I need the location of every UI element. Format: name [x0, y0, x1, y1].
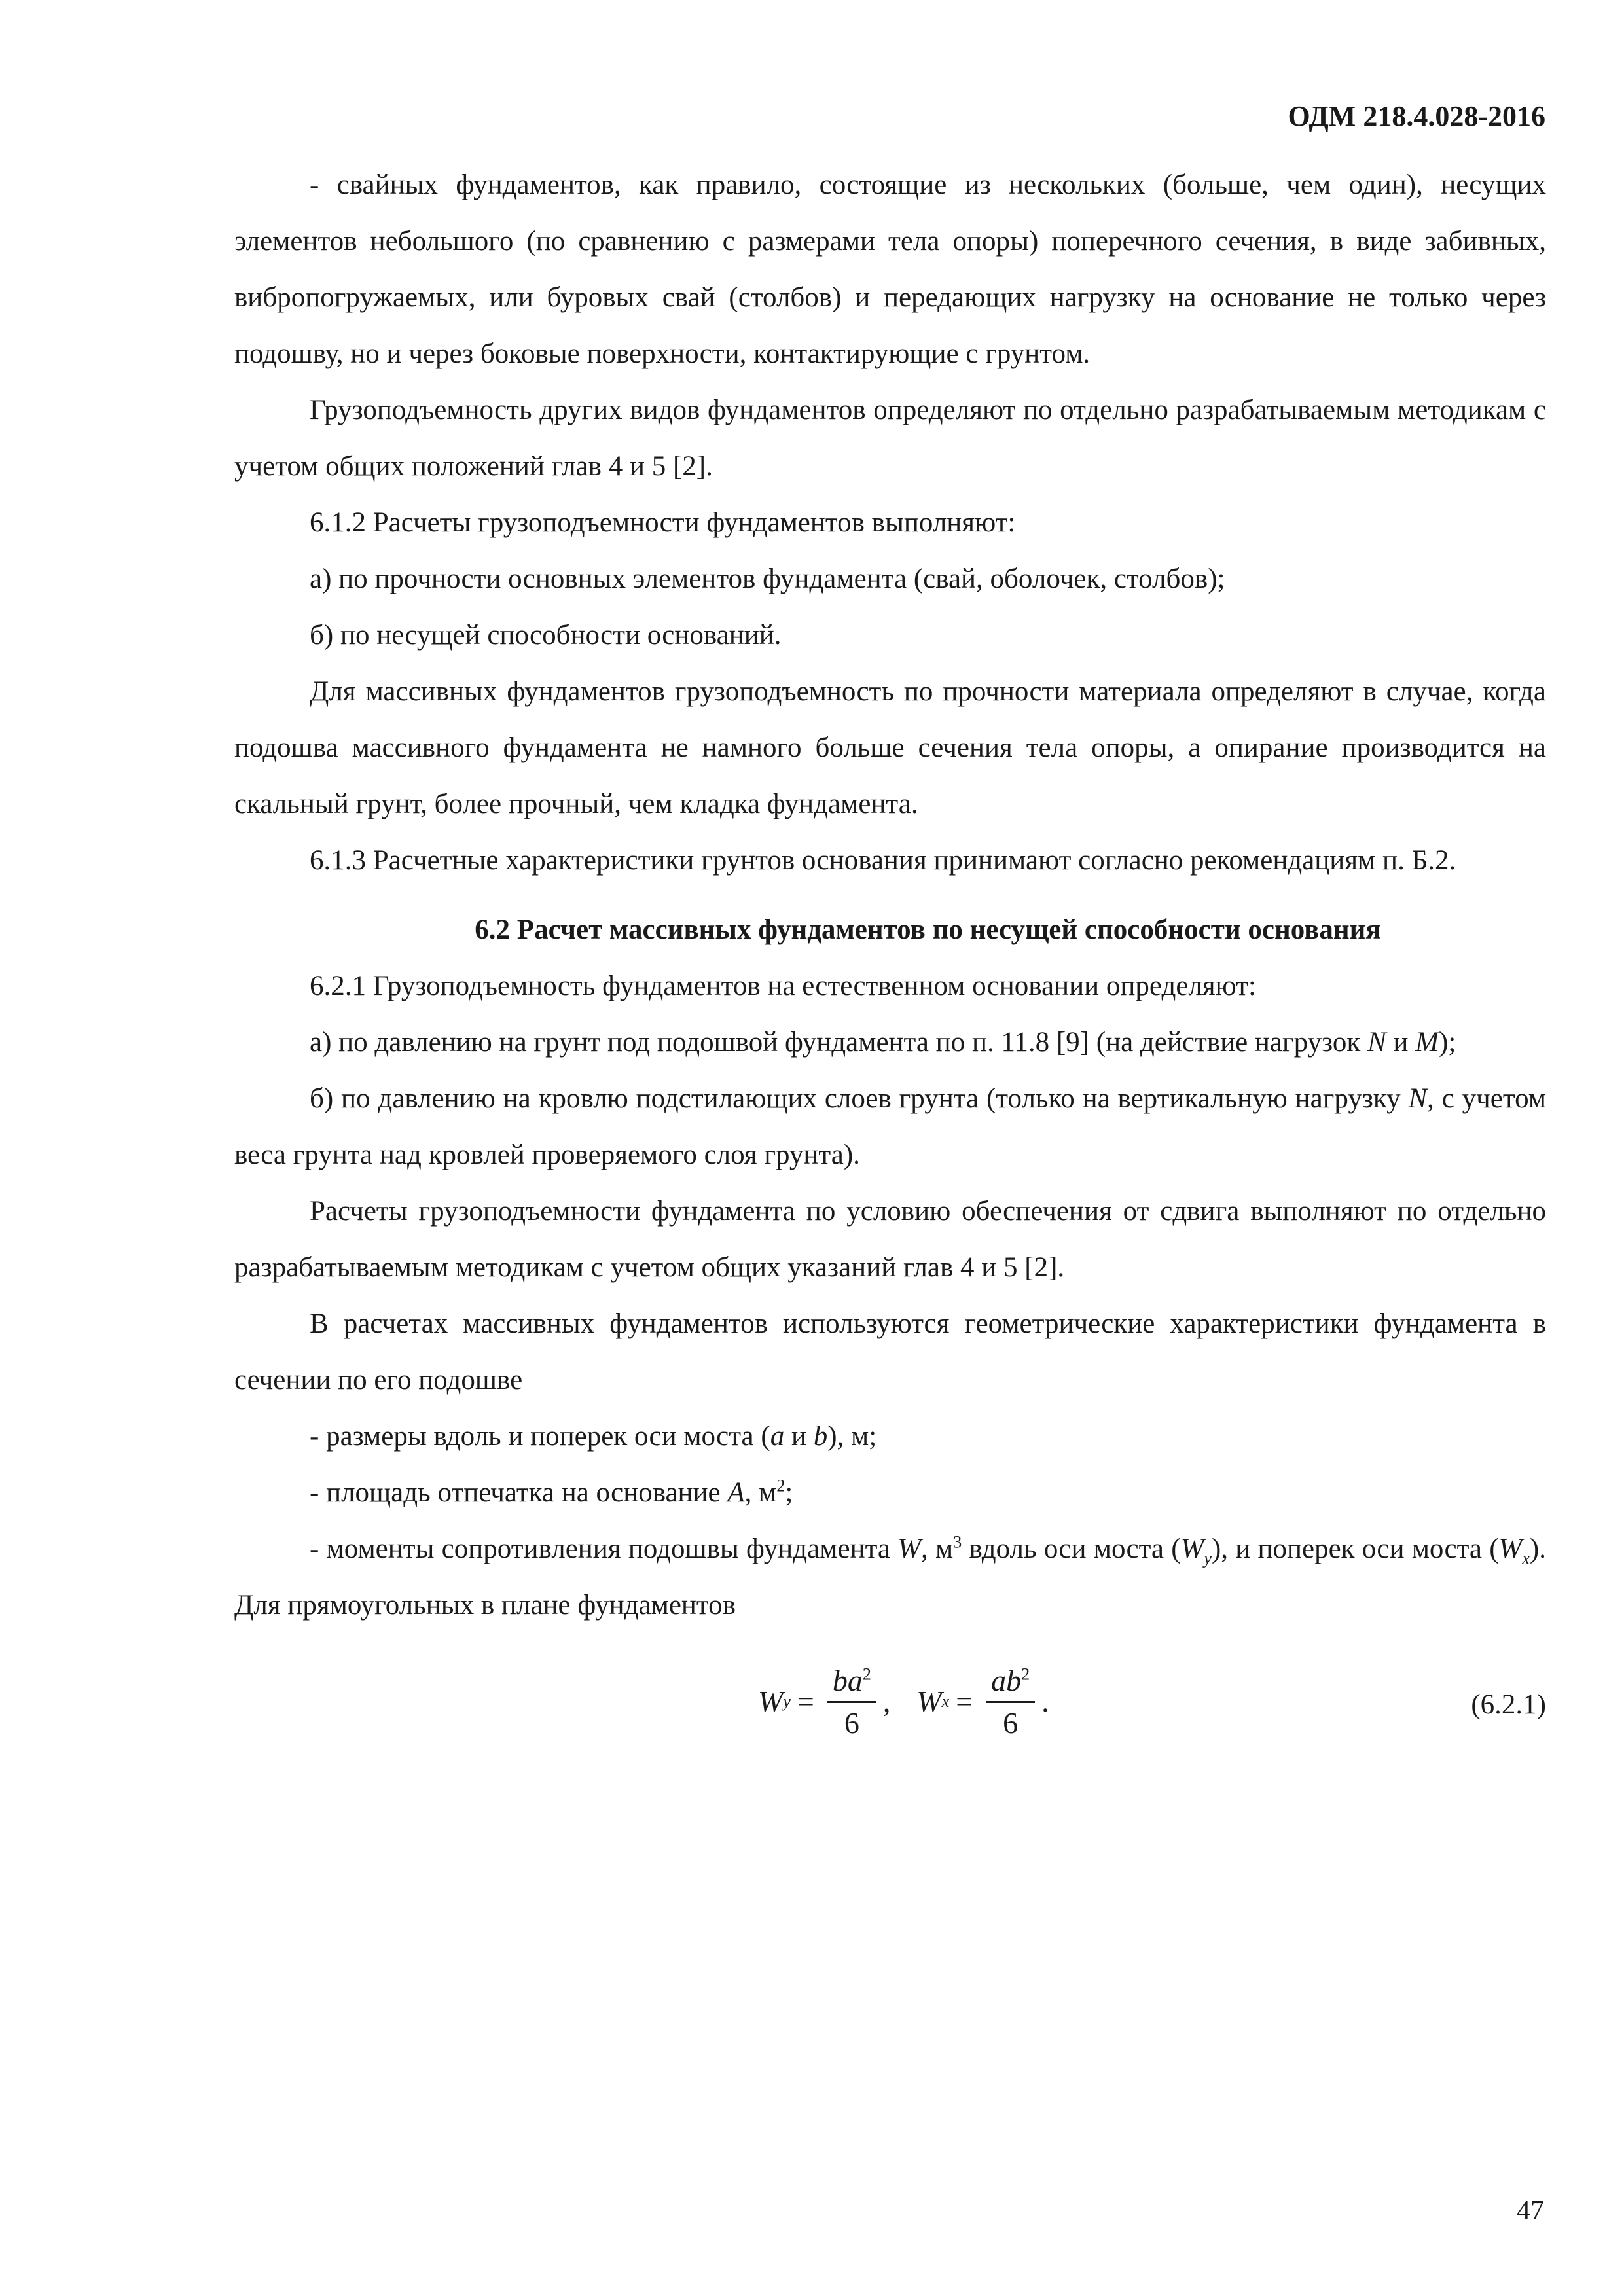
text-run: - моменты сопротивления подошвы фундамента [310, 1534, 898, 1564]
variable-Wx: W [1498, 1534, 1523, 1564]
variable-W: W [897, 1534, 922, 1564]
equation-number: (6.2.1) [1471, 1689, 1546, 1720]
fraction-wy [827, 1660, 876, 1744]
paragraph-massive-foundations: Для массивных фундаментов грузоподъемность по прочности материала определяют в случае, когда подошва массивного фундамента не намного больше сечения тела опоры, а опирание производится на скальный грунт, более прочный, чем кладка фундамента. [234, 676, 1546, 819]
superscript: 3 [953, 1532, 962, 1552]
variable-M: M [1415, 1027, 1439, 1058]
superscript: 2 [1021, 1664, 1030, 1684]
list-item-a: а) по прочности основных элементов фундамента (свай, оболочек, столбов); [310, 564, 1225, 594]
text-run: б) по давлению на кровлю подстилающих слоев грунта (только на вертикальную нагрузку [310, 1083, 1409, 1114]
text-run: ). Для прямоугольных в плане фундаментов [234, 1534, 1546, 1621]
list-item-area [234, 1465, 1546, 1521]
fraction-wx [986, 1660, 1035, 1744]
equals-sign: = [956, 1685, 973, 1718]
variable-Wx: W [916, 1685, 942, 1718]
text-run: а) по давлению на грунт под подошвой фундамента по п. 11.8 [9] (на действие нагрузок [310, 1027, 1367, 1058]
fraction-denominator: 6 [844, 1706, 859, 1740]
period: . [1041, 1685, 1049, 1718]
variable-Wy: W [758, 1685, 784, 1718]
page-number: 47 [1517, 2196, 1544, 2226]
paragraph-geometry: В расчетах массивных фундаментов используются геометрические характеристики фундамента в сечении по его подошве [234, 1308, 1546, 1395]
list-item-b-pressure [234, 1071, 1546, 1183]
text-run: - площадь отпечатка на основание [310, 1477, 728, 1508]
superscript: 2 [776, 1476, 785, 1496]
variable-a: a [770, 1421, 785, 1452]
numerator-text: ab [991, 1663, 1022, 1697]
paragraph-6-1-2: 6.1.2 Расчеты грузоподъемности фундаментов выполняют: [310, 507, 1016, 538]
variable-Wy: W [1180, 1534, 1204, 1564]
paragraph-6-1-3: 6.1.3 Расчетные характеристики грунтов основания принимают согласно рекомендациям п. Б.2. [310, 845, 1456, 876]
formula-6-2-1 [234, 1643, 1546, 1761]
list-item-moments [234, 1521, 1546, 1634]
text-run: , м [921, 1534, 954, 1564]
text-run: вдоль оси моста ( [962, 1534, 1181, 1564]
superscript: 2 [862, 1664, 871, 1684]
text-run: - размеры вдоль и поперек оси моста ( [310, 1421, 770, 1452]
subscript-x: x [1522, 1549, 1530, 1568]
variable-A: A [727, 1477, 745, 1508]
section-title-6-2: 6.2 Расчет массивных фундаментов по несущей способности основания [475, 914, 1381, 945]
text-run: ), и поперек оси моста ( [1211, 1534, 1499, 1564]
list-item-dimensions [234, 1408, 1546, 1465]
fraction-numerator [986, 1660, 1035, 1703]
page-body [234, 157, 1546, 1761]
variable-b: b [813, 1421, 828, 1452]
variable-N: N [1408, 1083, 1428, 1114]
paragraph-other-foundations: Грузоподъемность других видов фундаментов определяют по отдельно разрабатываемым методикам с учетом общих положений глав 4 и 5 [2]. [234, 395, 1546, 482]
fraction-denominator: 6 [1003, 1706, 1019, 1740]
list-item-a-pressure [234, 1014, 1546, 1071]
document-code: ОДМ 218.4.028-2016 [1288, 100, 1545, 132]
text-run: ); [1439, 1027, 1456, 1058]
text-run: , м [744, 1477, 777, 1508]
fraction-numerator [827, 1660, 876, 1703]
text-run: и [1386, 1027, 1416, 1058]
list-item-b: б) по несущей способности оснований. [310, 620, 782, 651]
paragraph-shear: Расчеты грузоподъемности фундамента по условию обеспечения от сдвига выполняют по отдельно разрабатываемым методикам с учетом общих указаний глав 4 и 5 [2]. [234, 1196, 1546, 1283]
text-run: , с учетом веса грунта над кровлей проверяемого слоя грунта). [234, 1083, 1546, 1170]
equals-sign: = [797, 1685, 814, 1718]
numerator-text: ba [832, 1663, 863, 1697]
formula-expression [758, 1643, 1049, 1761]
paragraph-6-2-1: 6.2.1 Грузоподъемность фундаментов на естественном основании определяют: [310, 971, 1256, 1001]
subscript-y: y [783, 1692, 791, 1711]
subscript-x: x [941, 1692, 950, 1711]
text-run: и [784, 1421, 814, 1452]
paragraph-pile-foundations: - свайных фундаментов, как правило, состоящие из нескольких (больше, чем один), несущих элементов небольшого (по сравнению с размерами тела опоры) поперечного сечения, в виде забивных, вибропогружаемых, или буровых свай (столбов) и передающих нагрузку на основание не только через подошву, но и через боковые поверхности, контактирующие с грунтом. [234, 170, 1546, 369]
comma: , [882, 1685, 891, 1718]
text-run: ), м; [827, 1421, 877, 1452]
subscript-y: y [1204, 1549, 1212, 1568]
variable-N: N [1367, 1027, 1386, 1058]
text-run: ; [785, 1477, 793, 1508]
